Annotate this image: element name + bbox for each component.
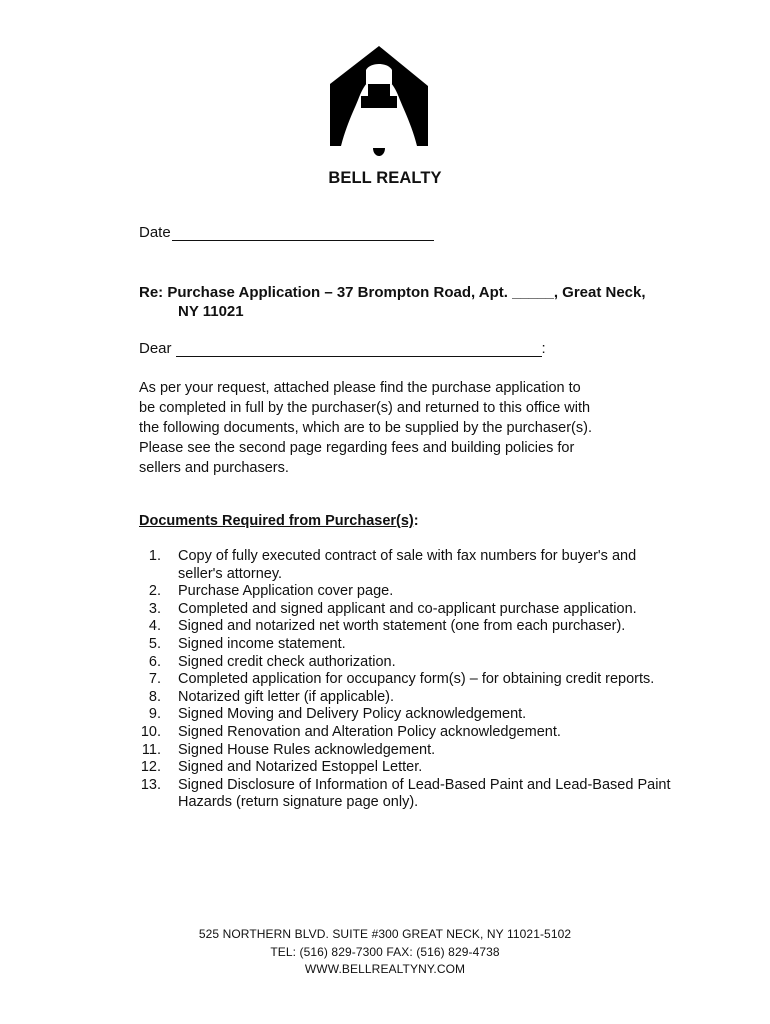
dear-label: Dear <box>139 340 172 357</box>
footer-address: 525 NORTHERN BLVD. SUITE #300 GREAT NECK, NY 11021-5102 <box>198 927 572 941</box>
item-text: Signed Disclosure of Information of Lead-Based Paint and Lead-Based Paint Hazards (return signature page only). <box>178 776 671 811</box>
item-text: Purchase Application cover page. <box>178 583 394 600</box>
item-text: Completed and signed applicant and co-applicant purchase application. <box>178 600 637 617</box>
body-line: be completed in full by the purchaser(s) and returned to this office with <box>139 400 591 416</box>
item-text: Copy of fully executed contract of sale with fax numbers for buyer's and seller's attorney. <box>178 548 637 582</box>
item-text: Signed House Rules acknowledgement. <box>178 741 436 758</box>
item-text: Completed application for occupancy form(s) – for obtaining credit reports. <box>178 671 655 688</box>
salutation <box>139 340 546 357</box>
list-item <box>139 583 699 601</box>
house-bell-logo-icon <box>330 46 428 158</box>
date-field <box>139 224 434 241</box>
body-line: Please see the second page regarding fees and building policies for <box>139 440 575 456</box>
list-item <box>139 724 699 742</box>
documents-title-colon: : <box>413 513 419 529</box>
body-paragraph <box>139 378 639 478</box>
list-item <box>139 706 699 724</box>
list-item <box>139 759 699 777</box>
list-item <box>139 636 699 654</box>
documents-section-title <box>139 513 419 529</box>
item-number: 3. <box>148 600 161 617</box>
item-text: Signed Moving and Delivery Policy acknowledgement. <box>178 706 527 723</box>
item-text: Signed and notarized net worth statement (one from each purchaser). <box>178 618 626 635</box>
list-item <box>139 654 699 672</box>
item-number: 7. <box>148 671 161 688</box>
item-text: Signed income statement. <box>178 635 346 652</box>
body-line: As per your request, attached please find the purchase application to <box>139 380 581 396</box>
list-item <box>139 601 699 619</box>
item-number: 4. <box>148 618 161 635</box>
item-number: 13. <box>140 776 161 793</box>
item-number: 5. <box>148 635 161 652</box>
list-item <box>139 548 699 583</box>
item-number: 10. <box>140 723 161 740</box>
item-number: 1. <box>148 548 161 564</box>
item-number: 11. <box>141 741 161 758</box>
list-item <box>139 777 699 812</box>
re-subject <box>139 283 679 321</box>
footer <box>0 926 770 979</box>
list-item <box>139 671 699 689</box>
body-line: sellers and purchasers. <box>139 460 289 476</box>
list-item <box>139 742 699 760</box>
list-item <box>139 618 699 636</box>
documents-title-text: Documents Required from Purchaser(s) <box>139 513 414 529</box>
list-item <box>139 689 699 707</box>
footer-website: WWW.BELLREALTYNY.COM <box>304 962 466 976</box>
item-number: 2. <box>148 583 161 600</box>
documents-list <box>139 548 699 812</box>
item-number: 12. <box>140 759 161 776</box>
date-blank-line <box>172 224 434 241</box>
dear-colon: : <box>541 340 546 357</box>
dear-blank-line <box>176 340 542 357</box>
item-number: 8. <box>148 688 161 705</box>
re-line-1: Re: Purchase Application – 37 Brompton Road, Apt. _____, Great Neck, <box>139 284 646 301</box>
item-number: 6. <box>148 653 161 670</box>
item-text: Notarized gift letter (if applicable). <box>178 688 394 705</box>
date-label: Date <box>139 224 171 241</box>
footer-phone-fax: TEL: (516) 829-7300 FAX: (516) 829-4738 <box>270 944 500 959</box>
item-number: 9. <box>148 706 161 723</box>
item-text: Signed and Notarized Estoppel Letter. <box>178 759 423 776</box>
company-name: BELL REALTY <box>328 169 442 187</box>
body-line: the following documents, which are to be supplied by the purchaser(s). <box>139 420 592 436</box>
re-line-2: NY 11021 <box>178 303 244 320</box>
item-text: Signed credit check authorization. <box>178 653 396 670</box>
item-text: Signed Renovation and Alteration Policy acknowledgement. <box>178 723 561 740</box>
